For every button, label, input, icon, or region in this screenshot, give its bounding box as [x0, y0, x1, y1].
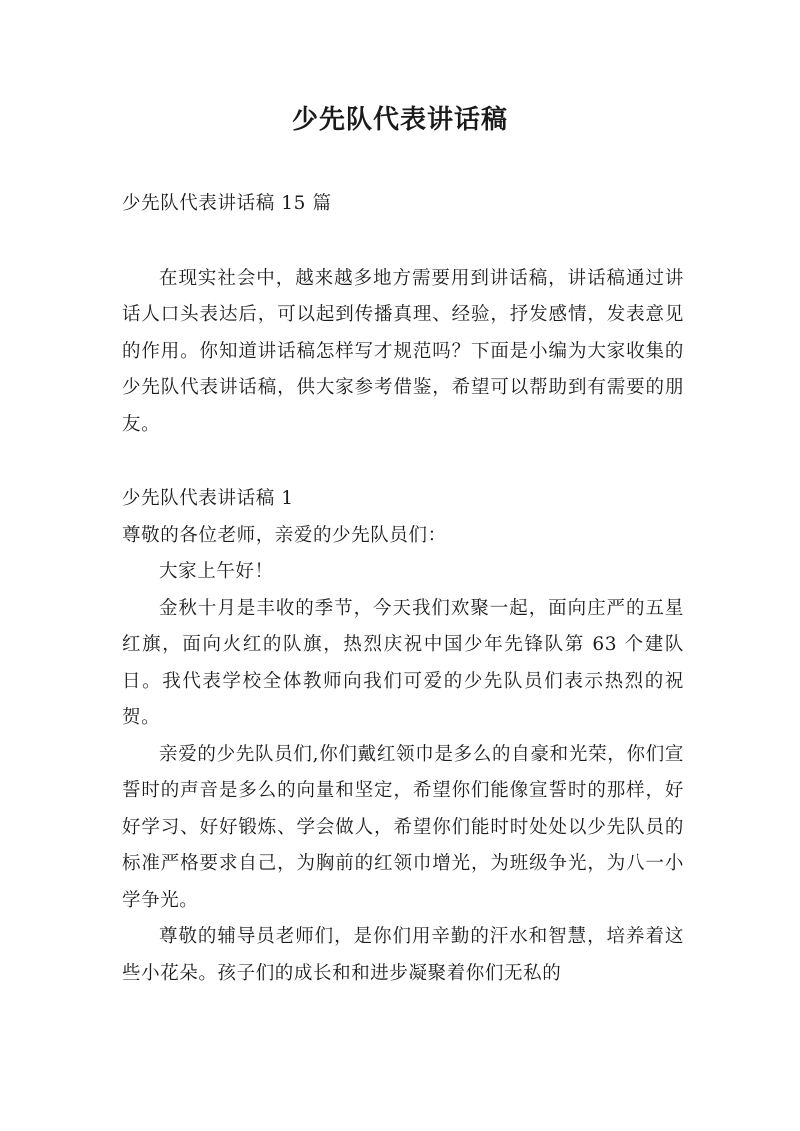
- document-body: [122, 186, 684, 992]
- spacer: [122, 443, 684, 481]
- spacer: [122, 223, 684, 261]
- salutation: 尊敬的各位老师，亲爱的少先队员们：: [122, 524, 447, 546]
- greeting: 大家上午好！: [159, 561, 274, 582]
- body-paragraph: 亲爱的少先队员们,你们戴红领巾是多么的自豪和光荣，你们宣誓时的声音是多么的向量和坚定，希望你们能像宣誓时的那样，好好学习、好好锻炼、学会做人，希望你们能时时处处以少先队员的标准严格要求自己，为胸前的红领巾增光，为班级争光，为八一小学争光。: [122, 743, 684, 911]
- body-paragraph: 尊敬的辅导员老师们，是你们用辛勤的汗水和智慧，培养着这些小花朵。孩子们的成长和和进步凝聚着你们无私的: [122, 926, 684, 984]
- body-paragraph: 金秋十月是丰收的季节，今天我们欢聚一起，面向庄严的五星红旗，面向火红的队旗，热烈庆祝中国少年先锋队第 63 个建队日。我代表学校全体教师向我们可爱的少先队员们表示热烈的祝贺。: [122, 597, 684, 728]
- page-title: 少先队代表讲话稿: [291, 105, 508, 135]
- document-subtitle: 少先队代表讲话稿 15 篇: [122, 193, 332, 214]
- intro-paragraph: 在现实社会中，越来越多地方需要用到讲话稿，讲话稿通过讲话人口头表达后，可以起到传播真理、经验，抒发感情，发表意见的作用。你知道讲话稿怎样写才规范吗？下面是小编为大家收集的少先队代表讲话稿，供大家参考借鉴，希望可以帮助到有需要的朋友。: [122, 267, 684, 435]
- section-heading: 少先队代表讲话稿 1: [122, 488, 294, 509]
